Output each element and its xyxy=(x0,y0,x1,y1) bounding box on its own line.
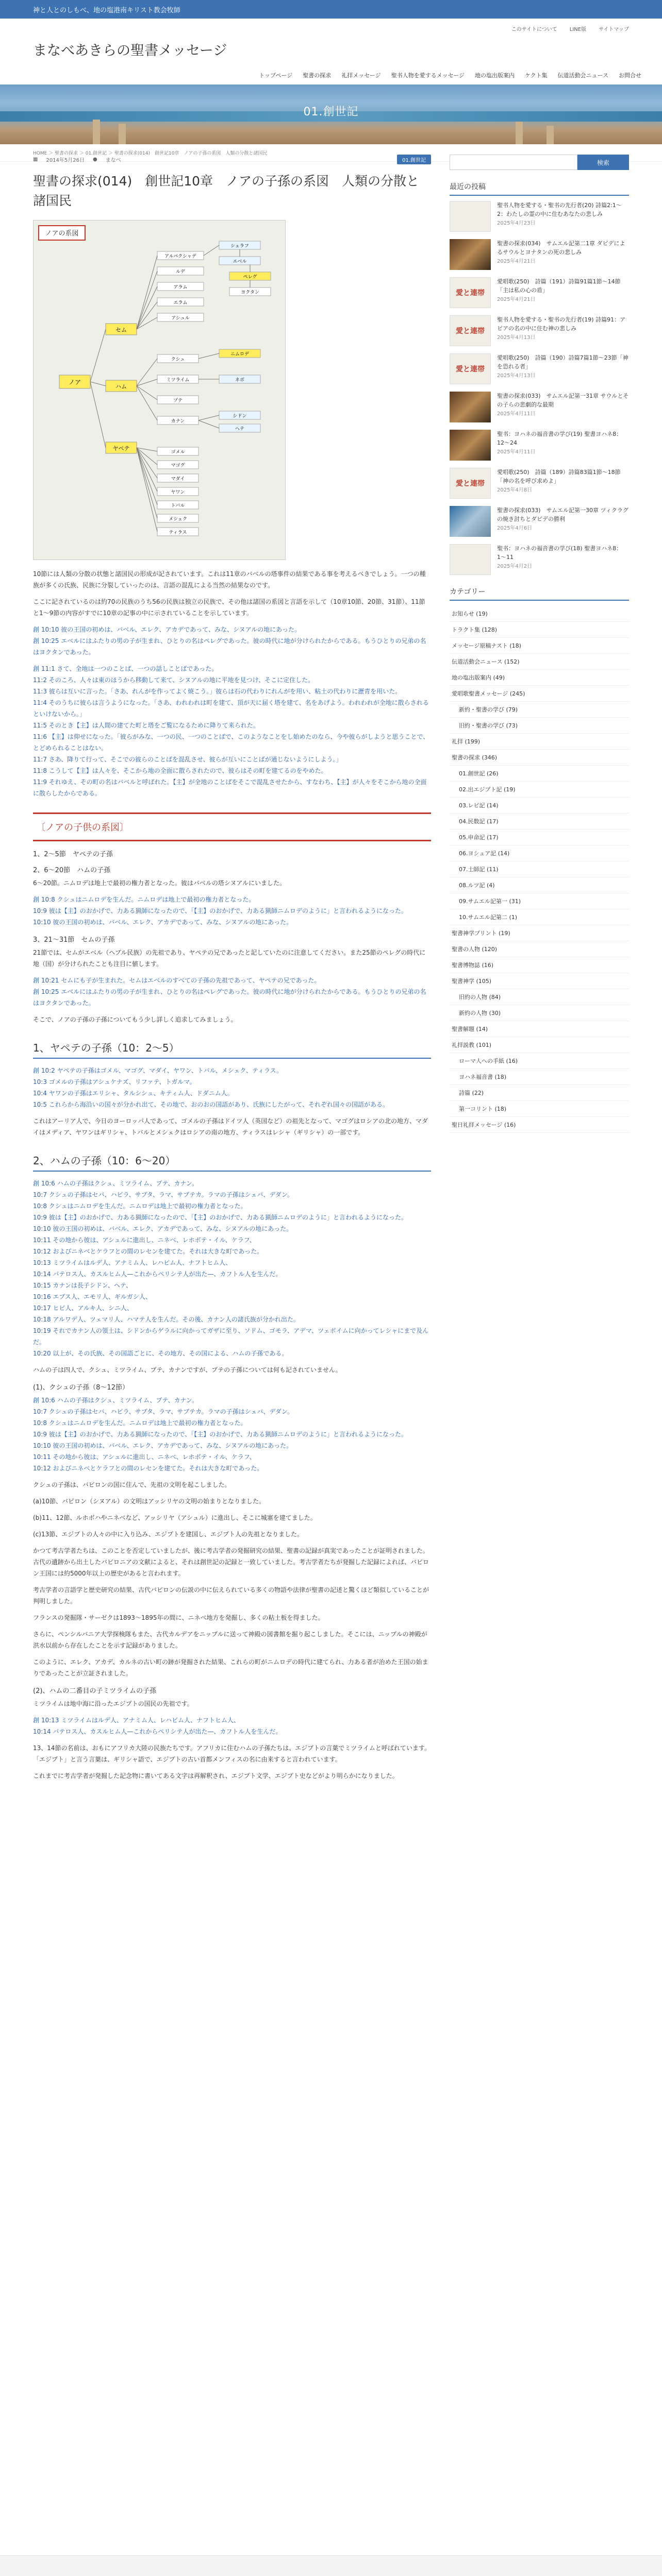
recent-posts-list xyxy=(450,201,629,575)
banner-ruin-column xyxy=(547,126,554,144)
paragraph: さらに、ペンシルバニア大学探検隊もまた、古代カルデアをニップルに送って神殿の図書館を掘り起こしました。そこには、ニップルの神殿が洪水以前から存在したことを示す記録がありました。 xyxy=(33,1631,427,1649)
nav-item-tracts[interactable]: ケクト集 xyxy=(524,72,548,79)
paragraph: これまでに考古学者が発掘した記念物に書いてある文字は再解釈され、エジプト文学、エジプト史などがより明らかになりました。 xyxy=(33,1772,399,1780)
category-item[interactable]: 第一コリント (18) xyxy=(450,1101,629,1117)
node-gomer: ゴメル xyxy=(171,450,185,455)
recent-post-date: 2025年4月11日 xyxy=(497,449,536,455)
category-item[interactable]: 聖書神学プリント (19) xyxy=(450,925,629,941)
recent-post-title[interactable]: 聖书人物を愛する・聖书の先行者(19) 詩篇91：アビアの名の中に住む神の悲しみ xyxy=(497,316,626,332)
verse-line: 10:14 パテロス人、カスルヒム人—これからペリシテ人が出た—、カフトル人を生んだ。 xyxy=(33,1270,282,1278)
verse-line: 創 10:8 クシュはニムロデを生んだ。ニムロデは地上で最初の権力者となった。 xyxy=(33,896,255,903)
recent-post-title[interactable]: 聖書の探求(033) サムエル記第一31章 サウルとその子らの悲劇的な最期 xyxy=(497,393,629,408)
search-button[interactable]: 検索 xyxy=(577,155,629,170)
node-ham: ハム xyxy=(115,383,127,390)
node-mizraim: ミツライム xyxy=(166,378,190,383)
utility-links xyxy=(511,25,629,32)
verse-line: 創 10:25 エベルにはふたりの男の子が生まれ、ひとりの名はペレグであった。彼の時代に地が分けられたからである。もうひとりの兄弟の名はヨクタンであった。 xyxy=(33,637,426,656)
node-nebo: ネボ xyxy=(235,378,245,383)
banner-ruin-column xyxy=(93,120,100,144)
top-bar xyxy=(0,0,662,19)
nav-item-news[interactable]: 伝道活動会ニュース xyxy=(557,72,608,79)
category-item[interactable]: 08.ルツ記 (4) xyxy=(450,877,629,893)
verse-line: 10:20 以上が、その氏族、その国語ごとに、その地方、その国による、ハムの子孫である。 xyxy=(33,1350,288,1357)
node-elam: エラム xyxy=(173,300,188,306)
node-joktan: ヨクタン xyxy=(241,290,259,295)
recent-post-thumbnail[interactable] xyxy=(450,392,491,422)
paragraph: 考古学者の言語学と歴史研究の結果、古代バビロンの伝説の中に伝えられている多くの物語や法律が聖書の記述と驚くほど類似していることが判明しました。 xyxy=(33,1586,429,1605)
recent-post-title[interactable]: 聖書の探求(033) サムエル記第一30章 ツィクラグの焼き討ちとダビデの勝利 xyxy=(497,507,628,522)
paragraph: フランスの発掘隊・サーゼクは1893〜1895年の間に、ニネベ地方を発掘し、多くの粘土板を得ました。 xyxy=(33,1614,324,1621)
verse-line: 創 10:6 ハムの子孫はクシュ、ミツライム、プテ、カナン。 xyxy=(33,1180,198,1187)
verse-line: 10:11 その地から彼は、アシュルに進出し、ニネベ、レホボテ・イル、ケラフ、 xyxy=(33,1236,256,1244)
calendar-icon: ▦ xyxy=(33,157,38,162)
verse-line: 10:16 エブス人、エモリ人、ギルガシ人、 xyxy=(33,1293,152,1300)
verse-line: 11:2 そのころ、人々は東のほうから移動して来て、シヌアルの地に平地を見つけ、そこに定住した。 xyxy=(33,676,315,684)
node-tubal: トバル xyxy=(171,503,185,509)
verse-line: 10:9 彼は【主】のおかげで、力ある猟師になったので、「【主】のおかげで、力ある猟師ニムロデのように」と言われるようになった。 xyxy=(33,907,408,914)
recent-post-thumbnail[interactable]: 愛と連帯 xyxy=(450,315,491,346)
recent-post-date: 2025年4月21日 xyxy=(497,259,536,264)
category-item[interactable]: 09.サムエル記第一 (31) xyxy=(450,893,629,909)
verse-line: 創 10:6 ハムの子孫はクシュ、ミツライム、プテ、カナン。 xyxy=(33,1397,198,1404)
verse-block xyxy=(33,1715,431,1737)
node-javan: ヤワン xyxy=(171,490,185,495)
verse-line: 10:15 カナンは長子シドン、ヘテ、 xyxy=(33,1282,132,1289)
node-sidon: シドン xyxy=(233,414,247,419)
recent-post-thumbnail[interactable] xyxy=(450,544,491,575)
recent-post-thumbnail[interactable] xyxy=(450,506,491,537)
recent-post-thumbnail[interactable]: 愛と連帯 xyxy=(450,353,491,384)
node-aram: アラム xyxy=(173,285,188,290)
paragraph: かつて考古学者たちは、このことを否定していましたが、後に考古学者の発掘研究の結果、聖書の記録が真実であったことが証明されました。古代の遺跡から出土したバビロニアの文献によると、それは創世記の記録と一致していました。考古学者たちが発掘した記録によれば、バビロン王国には約5000年以上の歴史があると言われます。 xyxy=(33,1547,429,1577)
node-eber: エベル xyxy=(233,259,247,264)
verse-line: 10:17 ヒビ人、アルキ人、シニ人、 xyxy=(33,1304,133,1312)
recent-post-item[interactable] xyxy=(450,430,629,461)
category-item[interactable]: 礼拝説教 (101) xyxy=(450,1037,629,1053)
paragraph: (b)11、12節、ルホボハやニネベなど、アッシリヤ（アシュル）に進出し、そこに城塞を建てました。 xyxy=(33,1514,317,1521)
paragraph: ハムの子は四人で、クシュ、ミツライム、プテ、カナンですが、プテの子孫については何も記されていません。 xyxy=(33,1366,342,1374)
categories-heading: カテゴリー xyxy=(450,586,629,601)
category-item[interactable]: 聖書の人物 (120) xyxy=(450,941,629,957)
verse-line: 創 10:13 ミツライムはルデ人、アナミム人、レハビム人、ナフトヒム人、 xyxy=(33,1717,240,1724)
verse-line: 11:7 さあ、降りて行って、そこでの彼らのことばを混乱させ、彼らが互いにことばが通じないようにしよう。」 xyxy=(33,756,342,763)
verse-line: 11:6 【主】は仰せになった。「彼らがみな、一つの民、一つのことばで、このようなことをし始めたのなら、今や彼らがしようと思うことで、とどめられることはない。 xyxy=(33,733,429,752)
verse-line: 10:18 アルワデ人、ツェマリ人、ハマテ人を生んだ。その後、カナン人の諸氏族が分かれ出た。 xyxy=(33,1316,300,1323)
verse-line: 創 10:2 ヤペテの子孫はゴメル、マゴグ、マダイ、ヤワン、トバル、メシェク、ティラス。 xyxy=(33,1067,283,1074)
node-shem: セム xyxy=(115,327,127,333)
post-date: 2014年5月26日 xyxy=(46,158,85,163)
paragraph: 6〜20節。ニムロデは地上で最初の権力者となった。彼はバベルの塔シヌアルにいました。 xyxy=(33,879,286,887)
verse-line: 10:5 これらから海沿いの国々が分かれ出て、その地で、おのおの国語があり、氏族にしたがって、それぞれ国々の国語がある。 xyxy=(33,1101,389,1108)
recent-post-thumbnail[interactable] xyxy=(450,430,491,461)
category-item[interactable]: 聖書の探求 (346) xyxy=(450,750,629,766)
recent-post-text xyxy=(497,468,629,499)
section-heading: 〔ノアの子供の系図〕 xyxy=(33,812,431,841)
post-author[interactable]: まなべ xyxy=(105,158,121,163)
section-heading-japheth: 1、ヤペテの子孫（10：2〜5） xyxy=(33,1037,431,1059)
verse-line: 10:3 ゴメルの子孫はアシュケナズ、リファテ、トガルマ。 xyxy=(33,1078,196,1086)
paragraph: (a)10節、バビロン（シヌアル）の文明はアッシリヤの文明の始まりとなりました。 xyxy=(33,1498,265,1505)
site-tagline: 神と人とのしもべ、地の塩港南キリスト教会牧師 xyxy=(33,6,180,14)
recent-post-item[interactable] xyxy=(450,239,629,270)
paragraph: ミツライムは地中海に沿ったエジプトの国民の先祖です。 xyxy=(33,1700,193,1707)
subheading-mizraim: (2)、ハムの二番目の子ミツライムの子孫 xyxy=(33,1687,157,1695)
intro-paragraph-1: 10節には人類の分散の状態と諸国民の形成が記されています。これは11章のバベルの塔事件の結果である事を考えるべきでしょう。一つの種族が多くの氏族、民族に分裂していったのは、言語の混乱による当然の結果なのです。 xyxy=(33,570,426,589)
recent-post-title[interactable]: 愛唱歌(250) 詩篇（189）詩篇83篇1節〜18節「神の名を呼び求めよ」 xyxy=(497,469,621,484)
recent-post-item[interactable] xyxy=(450,468,629,499)
recent-post-thumbnail[interactable] xyxy=(450,239,491,270)
recent-post-date: 2025年4月11日 xyxy=(497,411,536,417)
node-asshur: アシュル xyxy=(171,316,190,321)
category-item[interactable]: 聖書神学 (105) xyxy=(450,973,629,989)
verse-line: 10:10 彼の王国の初めは、バベル、エレク、アカデであって、みな、シヌアルの地にあった。 xyxy=(33,919,293,926)
recent-post-text xyxy=(497,544,629,575)
node-japheth: ヤペテ xyxy=(112,445,130,452)
search-form xyxy=(450,155,629,170)
recent-post-item[interactable] xyxy=(450,544,629,575)
subheading: 2、6〜20節 ハムの子孫 xyxy=(33,867,111,874)
category-item[interactable]: 03.レビ記 (14) xyxy=(450,798,629,814)
recent-post-text xyxy=(497,201,629,232)
recent-post-text xyxy=(497,353,629,384)
recent-post-date: 2025年4月2日 xyxy=(497,564,533,569)
recent-post-thumbnail[interactable]: 愛と連帯 xyxy=(450,468,491,499)
recent-post-item[interactable] xyxy=(450,315,629,346)
node-magog: マゴグ xyxy=(171,463,185,468)
recent-post-item[interactable] xyxy=(450,353,629,384)
paragraph: 21節では、セムがエベル（ヘブル民族）の先祖であり、ヤペテの兄であったと記していたのに注意してください。また25節のペレグの時代に地（国）が分けられたことも注目に値します。 xyxy=(33,949,426,968)
recent-post-item[interactable] xyxy=(450,506,629,537)
article xyxy=(33,155,431,1787)
recent-post-text xyxy=(497,392,629,422)
verse-line: 11:4 そのうちに彼らは言うようになった。「さあ、われわれは町を建て、頂が天に届く塔を建て、名をあげよう。われわれが全地に散らされるといけないから。」 xyxy=(33,699,429,718)
recent-post-title[interactable]: 愛唱歌(250) 詩篇（190）詩篇7篇1節〜23節「神を恐れる者」 xyxy=(497,354,628,370)
node-canaan: カナン xyxy=(171,419,185,424)
recent-post-text xyxy=(497,277,629,308)
recent-posts-heading: 最近の投稿 xyxy=(450,181,629,196)
genealogy-chart-svg xyxy=(34,221,286,560)
verse-block xyxy=(33,894,431,928)
recent-post-item[interactable] xyxy=(450,277,629,308)
nav-item-contact[interactable]: お問合せ xyxy=(619,72,641,79)
recent-post-item[interactable] xyxy=(450,392,629,422)
nav-item-bible-study[interactable]: 聖書の探求 xyxy=(303,72,332,79)
verse-line: 10:14 パテロス人、カスルヒム人—これからペリシテ人が出た—、カフトル人を生んだ。 xyxy=(33,1728,282,1735)
nav-item-publishing[interactable]: 地の塩出版案内 xyxy=(474,72,515,79)
banner-ruin-column xyxy=(516,122,523,144)
category-item[interactable]: トラクト集 (128) xyxy=(450,622,629,638)
banner-title: 01.創世記 xyxy=(303,106,359,118)
recent-post-title[interactable]: 聖书：ヨハネの福音書の学び(18) 聖書ヨハネ8：1〜11 xyxy=(497,545,622,561)
category-item[interactable]: 愛唱歌聖書メッセージ (245) xyxy=(450,686,629,702)
category-item[interactable]: 07.士師記 (11) xyxy=(450,861,629,877)
paragraph: そこで、ノアの子孫の子孫についてもう少し詳しく追求してみましょう。 xyxy=(33,1016,237,1023)
category-badge[interactable]: 01.創世記 xyxy=(397,155,431,164)
subheading: 1、2〜5節 ヤペテの子孫 xyxy=(33,851,113,858)
verse-line: 10:10 彼の王国の初めは、バベル、エレク、アカデであって、みな、シヌアルの地にあった。 xyxy=(33,1442,293,1449)
verse-line: 11:5 そのとき【主】は人間の建てた町と塔をご覧になるために降りて来られた。 xyxy=(33,722,259,729)
category-item[interactable]: 02.出エジプト記 (19) xyxy=(450,782,629,798)
verse-line: 10:13 ミツライムはルデ人、アナミム人、レハビム人、ナフトヒム人、 xyxy=(33,1259,232,1266)
sidebar xyxy=(450,155,629,1133)
node-madai: マダイ xyxy=(171,477,185,482)
node-put: プテ xyxy=(173,398,183,403)
verse-line: 11:3 彼らは互いに言った。「さあ、れんがを作ってよく焼こう。」彼らは石の代わりにれんがを用い、粘土の代わりに瀝青を用いた。 xyxy=(33,688,402,695)
node-tiras: ティラス xyxy=(169,530,187,535)
recent-post-date: 2025年4月21日 xyxy=(497,297,536,302)
category-item[interactable]: 地の塩出版案内 (49) xyxy=(450,670,629,686)
util-link-about[interactable]: このサイトについて xyxy=(511,27,557,32)
recent-post-title[interactable]: 愛唱歌(250) 詩篇（191）詩篇91篇1節〜14節「主は私の心の盾」 xyxy=(497,278,621,294)
user-icon: ● xyxy=(93,157,97,162)
category-item[interactable]: 旧約・聖書の学び (73) xyxy=(450,718,629,734)
category-item[interactable]: 新約の人物 (30) xyxy=(450,1005,629,1021)
subheading-kush: (1)、クシュの子孫（8〜12節） xyxy=(33,1384,129,1392)
verse-line: 11:8 こうして【主】は人々を、そこから地の全面に散らされたので、彼らはその町を建てるのをやめた。 xyxy=(33,767,327,774)
verse-line: 10:12 およびニネベとケラフとの間のレセンを建てた。それは大きな町であった。 xyxy=(33,1465,263,1472)
category-item[interactable]: 詩篇 (22) xyxy=(450,1085,629,1101)
recent-post-date: 2025年4月6日 xyxy=(497,526,533,531)
category-item[interactable]: ヨハネ福音書 (18) xyxy=(450,1069,629,1085)
intro-paragraph-2: ここに記されているのは約70の民族のうち56の民族は独立の民族で、その他は諸国の系図と言語を示して（10章10節、20節、31節）、11節と1〜9節の内容がすでに10章の記事の中に示されていることを示しています。 xyxy=(33,598,425,617)
node-heth: ヘテ xyxy=(235,427,245,432)
verse-line: 10:8 クシュはニムロデを生んだ。ニムロデは地上で最初の権力者となった。 xyxy=(33,1202,247,1210)
category-item[interactable]: 10.サムエル記第二 (1) xyxy=(450,909,629,925)
category-item[interactable]: 礼拝 (199) xyxy=(450,734,629,750)
verse-line: 10:11 その地から彼は、アシュルに進出し、ニネベ、レホボテ・イル、ケラフ、 xyxy=(33,1453,256,1461)
verse-line: 創 10:21 セムにも子が生まれた。セムはエベルのすべての子孫の先祖であって、ヤペテの兄であった。 xyxy=(33,977,321,984)
node-peleg: ペレグ xyxy=(243,275,257,280)
category-item[interactable]: 01.創世記 (26) xyxy=(450,766,629,782)
breadcrumb[interactable]: HOME ＞ 聖書の探求 ＞ 01.創世記 ＞ 聖書の探求(014) 創世記10章 ノアの子孫の系図 人類の分散と諸国民 xyxy=(0,144,662,162)
recent-post-date: 2025年4月8日 xyxy=(497,487,533,493)
site-title[interactable]: まなべあきらの聖書メッセージ xyxy=(33,43,227,59)
category-item[interactable]: 伝道活動会ニュース (152) xyxy=(450,654,629,670)
category-item[interactable]: 05.申命記 (17) xyxy=(450,829,629,845)
util-link-sitemap[interactable]: サイトマップ xyxy=(599,27,629,32)
verse-line: 10:10 彼の王国の初めは、バベル、エレク、アカデであって、みな、シヌアルの地にあった。 xyxy=(33,1225,293,1232)
verse-line: 10:7 クシュの子孫はセバ、ハビラ、サブタ、ラマ、サブテカ。ラマの子孫はシェバ、デダン。 xyxy=(33,1408,293,1415)
recent-post-text xyxy=(497,315,629,346)
node-meshech: メシェク xyxy=(169,517,187,522)
verse-line: 10:4 ヤワンの子孫はエリシャ、タルシシュ、キティム人、ドダニム人。 xyxy=(33,1090,234,1097)
node-arpachshad: アルパクシャデ xyxy=(164,254,196,259)
category-item[interactable]: 聖書博物誌 (16) xyxy=(450,957,629,973)
recent-post-item[interactable] xyxy=(450,201,629,232)
recent-post-thumbnail[interactable]: 愛と連帯 xyxy=(450,277,491,308)
verse-line: 創 10:25 エベルにはふたりの男の子が生まれ、ひとりの名はペレグであった。彼の時代に地が分けられたからである。もうひとりの兄弟の名はヨクタンであった。 xyxy=(33,988,426,1007)
category-item[interactable]: メッセージ原稿ナスト (18) xyxy=(450,638,629,654)
verse-block xyxy=(33,1065,431,1110)
search-input[interactable] xyxy=(450,155,577,170)
verse-line: 10:9 彼は【主】のおかげで、力ある猟師になったので、「【主】のおかげで、力ある猟師ニムロデのように」と言われるようになった。 xyxy=(33,1431,408,1438)
post-title: 聖書の探求(014) 創世記10章 ノアの子孫の系図 人類の分散と諸国民 xyxy=(33,174,420,208)
verse-line: 10:9 彼は【主】のおかげで、力ある猟師になったので、「【主】のおかげで、力ある猟師ニムロデのように」と言われるようになった。 xyxy=(33,1214,408,1221)
verse-line: 10:12 およびニネベとケラフとの間のレセンを建てた。それは大きな町であった。 xyxy=(33,1248,263,1255)
chart-title: ノアの系図 xyxy=(45,230,79,238)
recent-post-text xyxy=(497,239,629,270)
category-item[interactable]: ローマ人への手紙 (16) xyxy=(450,1053,629,1069)
footer-bar xyxy=(0,2555,662,2576)
verse-block xyxy=(33,624,431,658)
banner-ruin-column xyxy=(119,124,126,144)
recent-post-text xyxy=(497,506,629,537)
category-item[interactable]: 旧約の人物 (84) xyxy=(450,989,629,1005)
recent-post-title[interactable]: 聖書の探求(034) サムエル記第二1章 ダビデによるサウルとヨナタンの死の悲しみ xyxy=(497,240,625,256)
category-item[interactable]: 新約・聖書の学び (79) xyxy=(450,702,629,718)
paragraph: (c)13節、エジプトの人々の中に入り込み、エジプトを建国し、エジプト人の先祖となりました。 xyxy=(33,1531,303,1538)
category-item[interactable]: 聖書解題 (14) xyxy=(450,1021,629,1037)
category-item[interactable]: 04.民数記 (17) xyxy=(450,814,629,829)
category-item[interactable]: 聖日礼拝メッセージ (16) xyxy=(450,1117,629,1133)
nav-item-character-message[interactable]: 聖书人物を愛するメッセージ xyxy=(391,72,465,79)
category-list xyxy=(450,606,629,1133)
nav-item-top[interactable]: トップページ xyxy=(259,72,293,79)
verse-line: 11:9 それゆえ、その町の名はバベルと呼ばれた。【主】が全地のことばをそこで混乱させたから、すなわち、【主】が人々をそこから地の全面に散らしたからである。 xyxy=(33,778,427,797)
recent-post-title[interactable]: 聖书：ヨハネの福音書の学び(19) 聖書ヨハネ8：12〜24 xyxy=(497,431,622,446)
node-lud: ルデ xyxy=(175,269,186,275)
category-banner xyxy=(0,84,662,144)
category-item[interactable]: お知らせ (19) xyxy=(450,606,629,622)
recent-post-date: 2025年4月23日 xyxy=(497,221,536,226)
verse-block xyxy=(33,663,431,799)
recent-post-title[interactable]: 聖书人物を愛する・聖书の先行者(20) 詩篇2:1～2：わたしの霊の中に住むあなたの悲しみ xyxy=(497,202,622,217)
paragraph: これはアーリア人で、今日のヨーロッパ人であって、ゴメルの子孫はドイツ人（英国など）の祖先となって、マゴグはロシアの北の地方、マダイはメディア、ヤワンはギリシャ、トバルとメシェクはロシアの南の地方、ティラスはレシャ（ギリシャ）の一部です。 xyxy=(33,1117,428,1136)
recent-post-text xyxy=(497,430,629,461)
subheading: 3、21〜31節 セムの子孫 xyxy=(33,936,115,944)
verse-block xyxy=(33,1178,431,1359)
node-nimrod: ニムロデ xyxy=(230,352,250,357)
recent-post-date: 2025年4月13日 xyxy=(497,373,536,379)
verse-block xyxy=(33,1395,431,1474)
category-item[interactable]: 06.ヨシュア記 (14) xyxy=(450,845,629,861)
paragraph: クシュの子孫は、バビロンの国に住んで、先祖の文明を起こしました。 xyxy=(33,1481,231,1488)
global-nav xyxy=(129,71,641,79)
verse-line: 10:7 クシュの子孫はセバ、ハビラ、サブタ、ラマ、サブテカ。ラマの子孫はシェバ、デダン。 xyxy=(33,1191,293,1198)
verse-line: 創 10:10 彼の王国の初めは、バベル、エレク、アカデであって、みな、シヌアルの地にあった。 xyxy=(33,626,301,633)
util-link-line[interactable]: LINE版 xyxy=(569,27,587,32)
verse-line: 創 11:1 さて、全地は一つのことば、一つの話しことばであった。 xyxy=(33,665,218,672)
post-meta xyxy=(33,155,431,164)
verse-line: 10:8 クシュはニムロデを生んだ。ニムロデは地上で最初の権力者となった。 xyxy=(33,1419,247,1427)
node-shelah: シェラフ xyxy=(230,244,249,249)
genealogy-chart-image xyxy=(33,220,286,560)
paragraph: 13、14節の名前は、おもにアフリカ大陸の民族たちです。アフリカに住むハムの子孫たちは、エジプトの言葉でミツライムと呼ばれています。「エジプト」と言う言葉は、ギリシャ語で、エジプトの古い首都メンフィスの名に由来すると言われています。 xyxy=(33,1744,431,1763)
section-heading-ham: 2、ハムの子孫（10：6〜20） xyxy=(33,1149,431,1172)
paragraph: このように、エレク、アカデ、カルネの古い町の跡が発掘された結果、これらの町がニムロデの時代に建てられ、力ある者が治めた王国の始まりであったことが立証されました。 xyxy=(33,1658,428,1677)
node-cush: クシュ xyxy=(171,357,185,362)
site-header xyxy=(0,19,662,84)
verse-line: 10:19 それでカナン人の領土は、シドンからゲラルに向かってガザに至り、ソドム、ゴモラ、アデマ、ツェボイムに向かってレシャにまで及んだ。 xyxy=(33,1327,429,1346)
nav-item-worship-message[interactable]: 礼拝メッセージ xyxy=(341,72,381,79)
verse-block xyxy=(33,975,431,1009)
recent-post-date: 2025年4月13日 xyxy=(497,335,536,341)
node-noah: ノア xyxy=(68,379,81,386)
recent-post-thumbnail[interactable] xyxy=(450,201,491,232)
